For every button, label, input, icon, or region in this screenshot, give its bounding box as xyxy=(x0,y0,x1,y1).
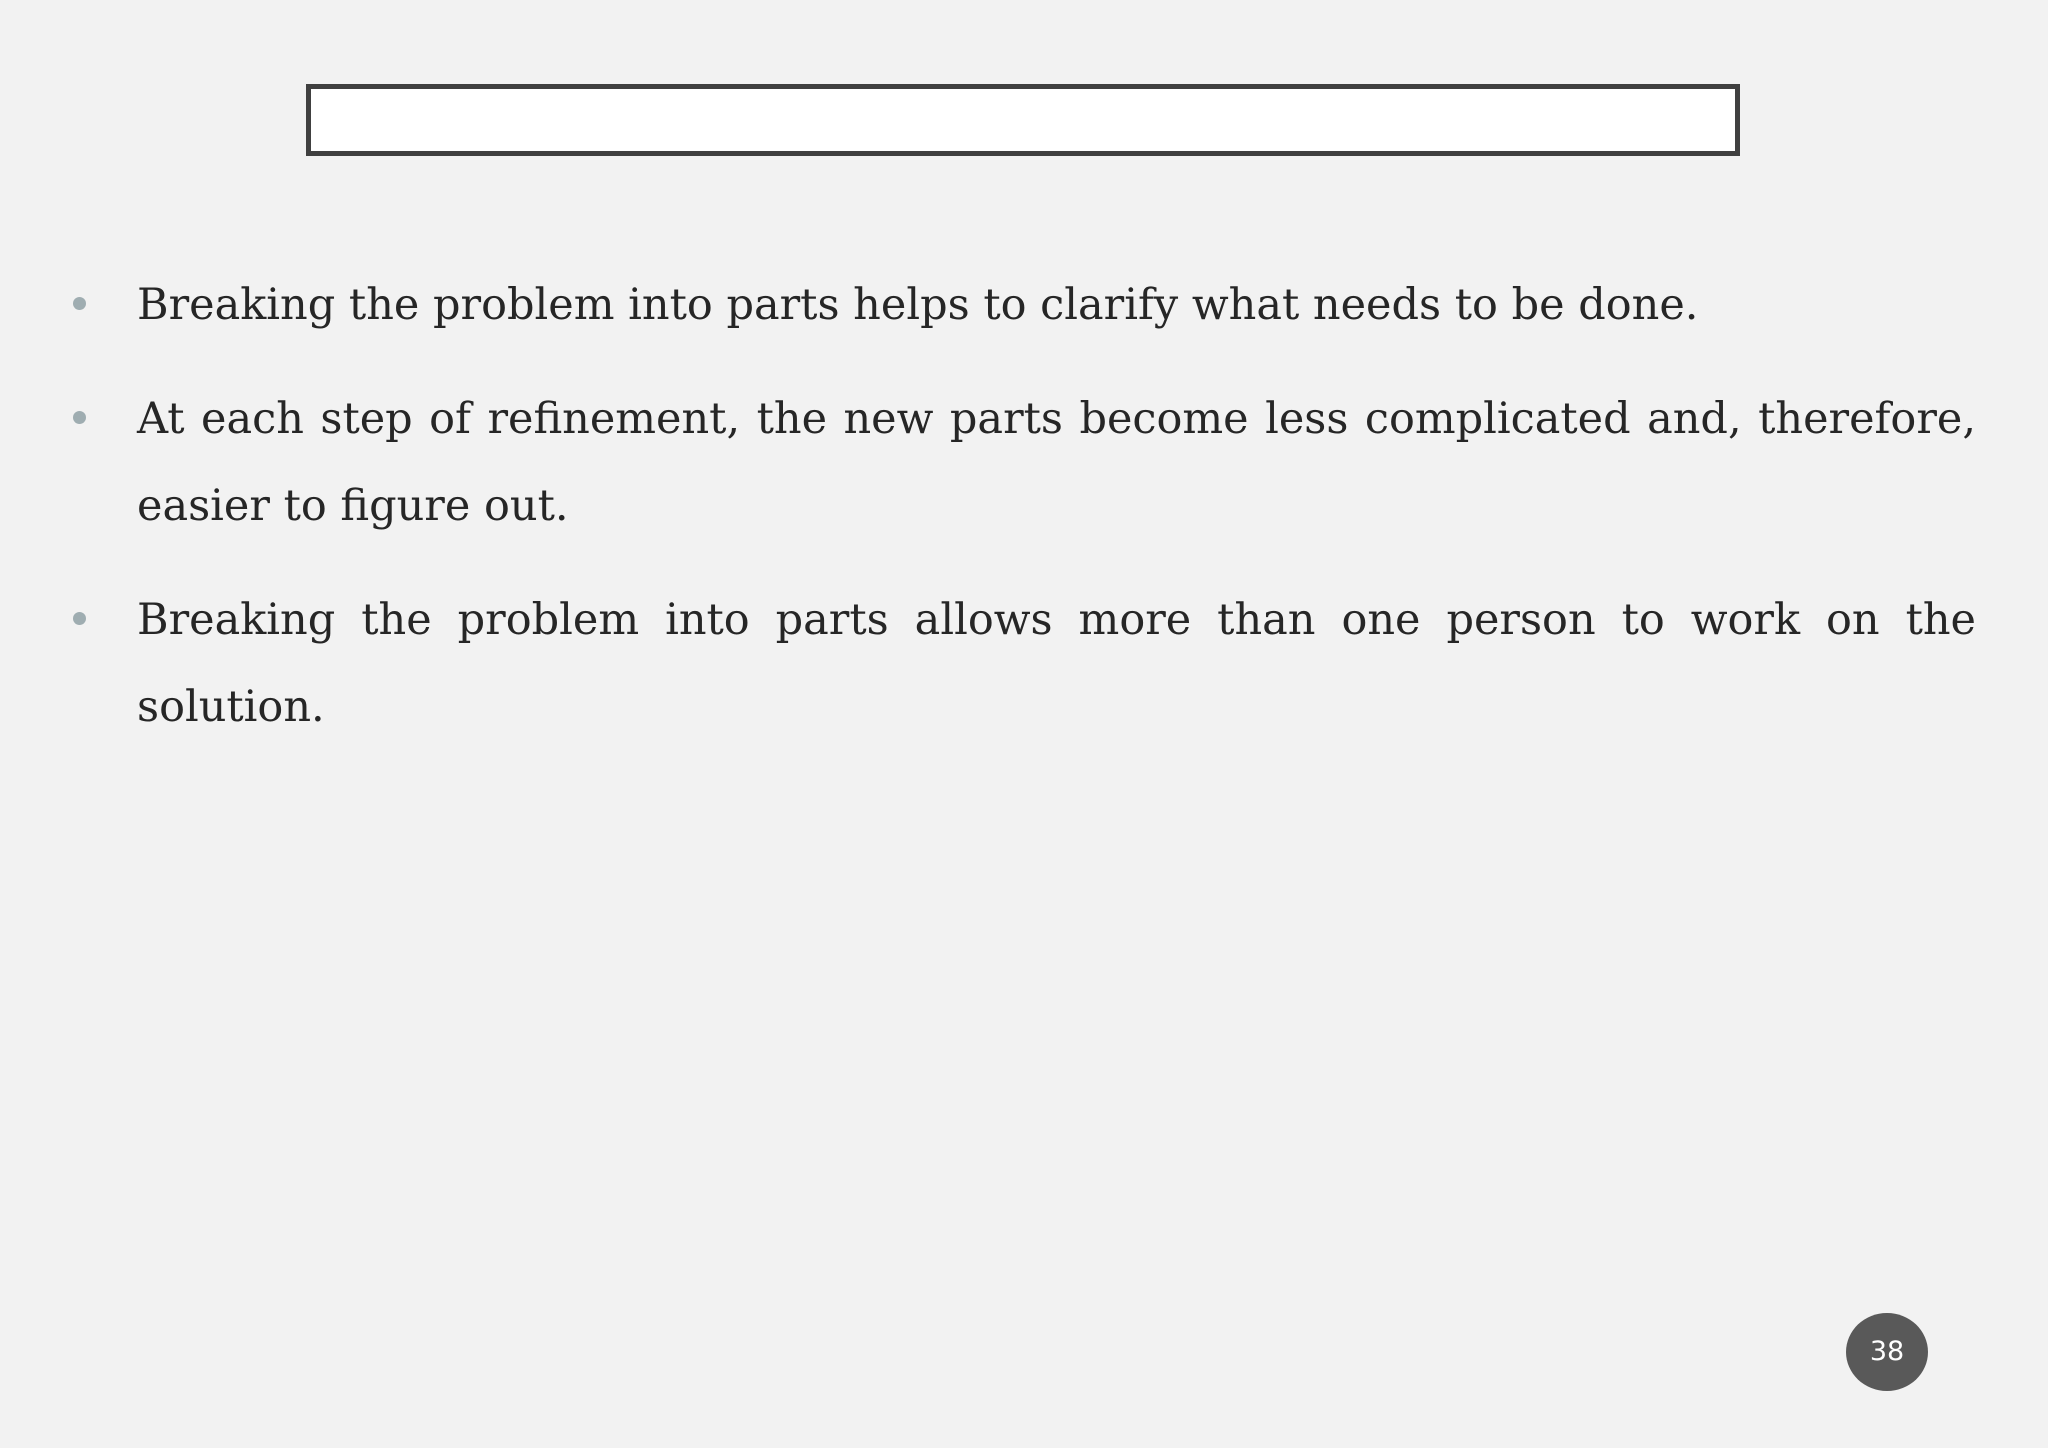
bullet-dot-icon xyxy=(73,612,86,625)
bullet-dot-icon xyxy=(73,297,86,310)
bullet-list xyxy=(0,262,2048,751)
bullet-item xyxy=(0,376,1976,550)
title-box xyxy=(306,84,1740,156)
bullet-text: Breaking the problem into parts helps to clarify what needs to be done. xyxy=(137,280,1699,330)
bullet-text: Breaking the problem into parts allows more than one person to work on the solution. xyxy=(137,595,1976,732)
slide-title xyxy=(311,89,1735,151)
bullet-text: At each step of refinement, the new parts become less complicated and, therefore, easier to figure out. xyxy=(137,394,1976,531)
bullet-item xyxy=(0,262,1976,349)
bullet-dot-icon xyxy=(73,411,86,424)
bullet-item xyxy=(0,577,1976,751)
page-number-badge: 38 xyxy=(1846,1313,1928,1391)
